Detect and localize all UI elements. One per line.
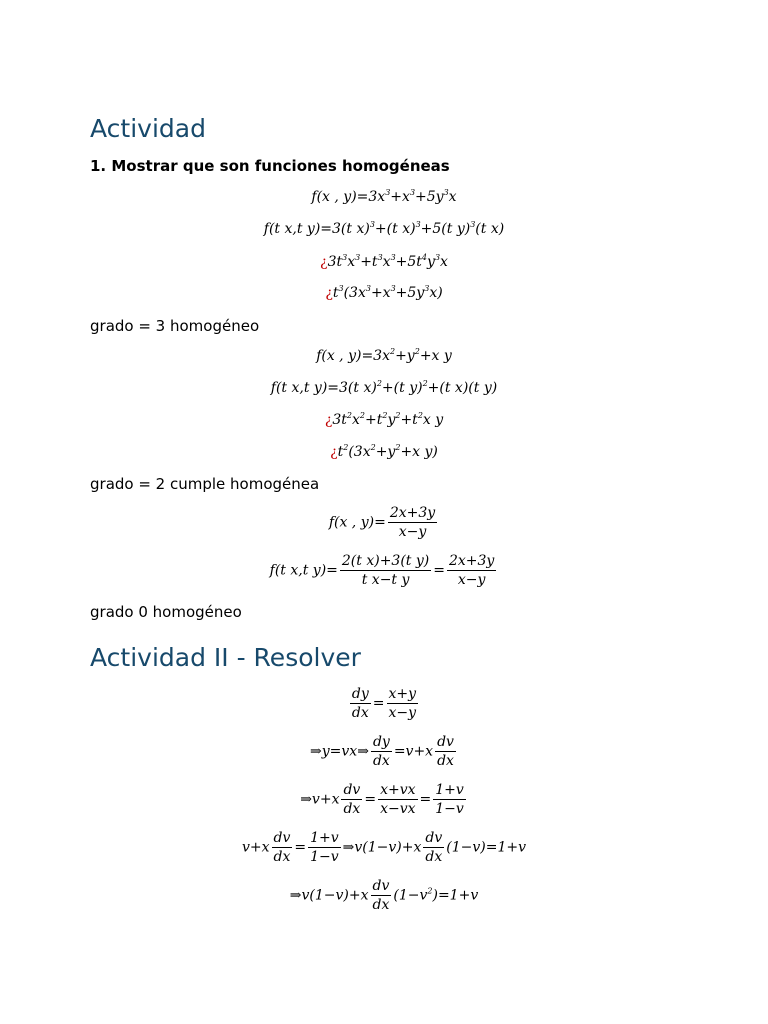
- equation-4: ¿$t^3(3x^3+x^3+5y^3x)$: [325, 284, 443, 301]
- subtitle-homogeneas: 1. Mostrar que son funciones homogéneas: [90, 157, 450, 175]
- equation-12: ⇒y=vx⇒ $\frac{dy}{dx}$ =v+x $\frac{dv}{dx}$: [310, 734, 454, 769]
- equation-15: ⇒v(1−v)+x $\frac{dv}{dx}$ $(1-v^2)=1+v$: [289, 878, 479, 913]
- equation-8: ¿$t^2(3x^2+y^2+x$ y): [330, 443, 438, 460]
- equation-2: f(t x,t y)=3(t x)$^3$+(t x)$^3$+5(t y)$^3$(t x): [263, 220, 505, 237]
- equation-9: f(x , y)= $\frac{2x+3y}{x-y}$: [328, 505, 436, 540]
- equation-6: f(t x,t y)=3(t x)$^2$+(t y)$^2$+(t x)(t y): [270, 379, 498, 396]
- equation-7: ¿$3t^2x^2+t^2y^2+t^2x$ y: [324, 411, 444, 428]
- equation-3: ¿$3t^3x^3+t^3x^3+5t^4y^3x$: [320, 253, 448, 270]
- section-title-actividad-ii: Actividad II - Resolver: [90, 643, 361, 672]
- equation-5: f(x , $y)=3x^2+y^2+x$ y: [316, 347, 452, 364]
- equation-10: f(t x,t y)= $\frac{\text{2(t x)+3(t y)}}{\text{t x−t y}}$ = $\frac{2x+3y}{x-y}$: [269, 553, 495, 588]
- equation-14: v+x $\frac{dv}{dx}$ = $\frac{1+v}{1-v}$ ⇒v(1−v)+x $\frac{dv}{dx}$ (1−v)=1+v: [241, 830, 527, 865]
- note-grado-2: grado = 2 cumple homogénea: [90, 475, 320, 493]
- equation-11: $\frac{dy}{dx}$ = $\frac{x+y}{x-y}$: [351, 686, 417, 721]
- note-grado-3: grado = 3 homogéneo: [90, 317, 260, 335]
- equation-13: ⇒v+x $\frac{dv}{dx}$ = $\frac{x+vx}{x-vx}$ = $\frac{1+v}{1-v}$: [300, 782, 464, 817]
- note-grado-0: grado 0 homogéneo: [90, 603, 242, 621]
- section-title-actividad: Actividad: [90, 114, 206, 143]
- equation-1: f(x , $y)=3x^3+x^3+5y^3x$: [311, 188, 457, 205]
